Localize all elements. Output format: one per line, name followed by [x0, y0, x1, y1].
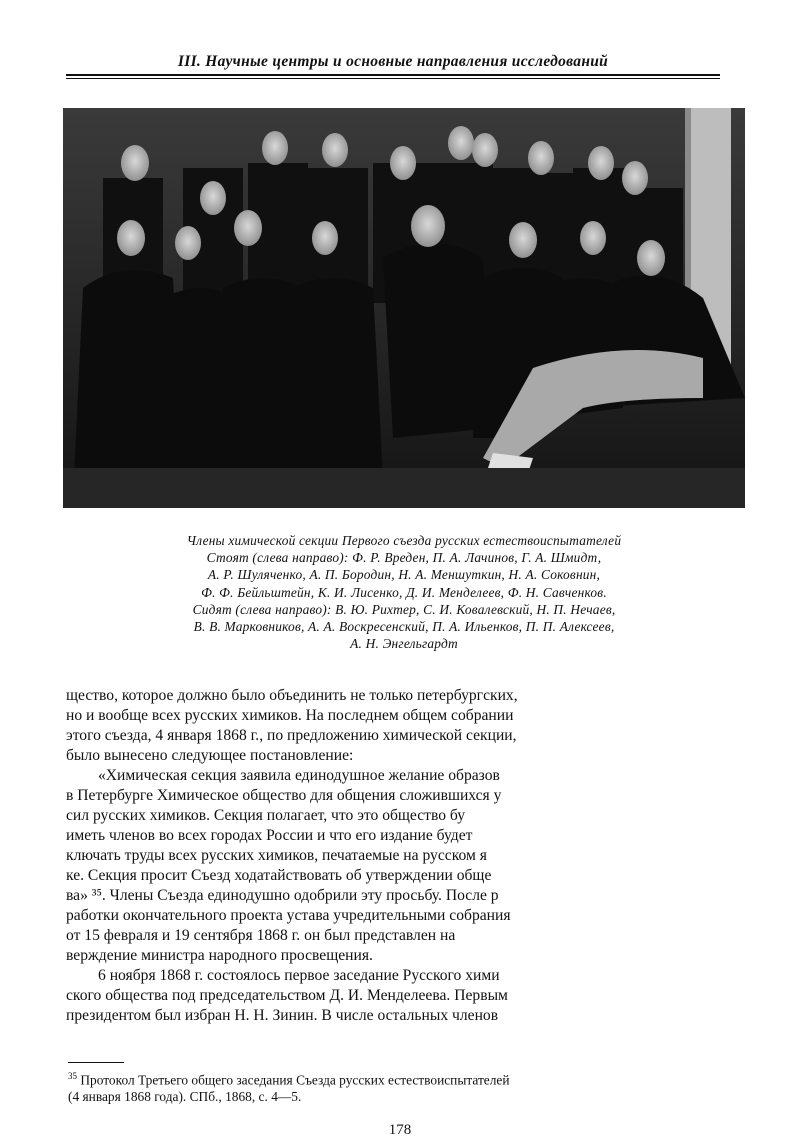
text-line: ключать труды всех русских химиков, печатаемые на русском я: [66, 847, 487, 864]
footnote-marker: 35: [68, 1071, 77, 1081]
body-text: [66, 686, 738, 1026]
caption-line: Стоят (слева направо): Ф. Р. Вреден, П. А. Лачинов, Г. А. Шмидт,: [206, 550, 602, 566]
text-line: но и вообще всех русских химиков. На последнем общем собрании: [66, 707, 514, 724]
header-rule: [66, 74, 720, 76]
photo-caption: [70, 532, 738, 652]
group-portrait-photo: [63, 108, 745, 508]
text-line: ского общества под председательством Д. И. Менделеева. Первым: [66, 987, 508, 1004]
text-line: ва» ³⁵. Члены Съезда единодушно одобрили эту просьбу. После р: [66, 887, 499, 904]
text-line: президентом был избран Н. Н. Зинин. В числе остальных членов: [66, 1007, 499, 1024]
text-line: сил русских химиков. Секция полагает, что это общество бу: [66, 807, 466, 824]
text-line: 6 ноября 1868 г. состоялось первое заседание Русского хими: [98, 967, 500, 984]
text-line: иметь членов во всех городах России и что его издание будет: [66, 827, 473, 844]
caption-line: Сидят (слева направо): В. Ю. Рихтер, С. И. Ковалевский, Н. П. Нечаев,: [192, 601, 616, 617]
footnote-rule: [68, 1062, 124, 1063]
page-number: 178: [388, 1122, 412, 1138]
header-rule-thin: [66, 78, 720, 79]
footnote-line: [68, 1068, 736, 1088]
text-line: этого съезда, 4 января 1868 г., по предложению химической секции,: [66, 727, 517, 744]
text-line: верждение министра народного просвещения.: [66, 947, 373, 964]
text-line: в Петербурге Химическое общество для общения сложившихся у: [66, 787, 502, 804]
running-head: III. Научные центры и основные направления исследований: [177, 53, 609, 70]
footnote-text: Протокол Третьего общего заседания Съезда русских естествоиспытателей: [80, 1072, 510, 1088]
text-line: «Химическая секция заявила единодушное желание образов: [98, 767, 500, 784]
footnote: [68, 1068, 736, 1105]
caption-line: Члены химической секции Первого съезда русских естествоиспытателей: [186, 533, 622, 548]
caption-line: В. В. Марковников, А. А. Воскресенский, П. А. Ильенков, П. П. Алексеев,: [193, 619, 615, 635]
footnote-line: (4 января 1868 года). СПб., 1868, с. 4—5.: [68, 1089, 302, 1105]
text-line: ке. Секция просит Съезд ходатайствовать об утверждении обще: [66, 867, 492, 884]
caption-line: А. Р. Шуляченко, А. П. Бородин, Н. А. Меншуткин, Н. А. Соковнин,: [207, 567, 601, 583]
caption-line: А. Н. Энгельгардт: [350, 636, 458, 652]
text-line: щество, которое должно было объединить не только петербургских,: [66, 687, 518, 704]
text-line: было вынесено следующее постановление:: [66, 747, 354, 764]
text-line: работки окончательного проекта устава учредительными собрания: [66, 907, 511, 924]
caption-line: Ф. Ф. Бейльштейн, К. И. Лисенко, Д. И. Менделеев, Ф. Н. Савченков.: [201, 584, 607, 600]
text-line: от 15 февраля и 19 сентября 1868 г. он был представлен на: [66, 927, 456, 944]
